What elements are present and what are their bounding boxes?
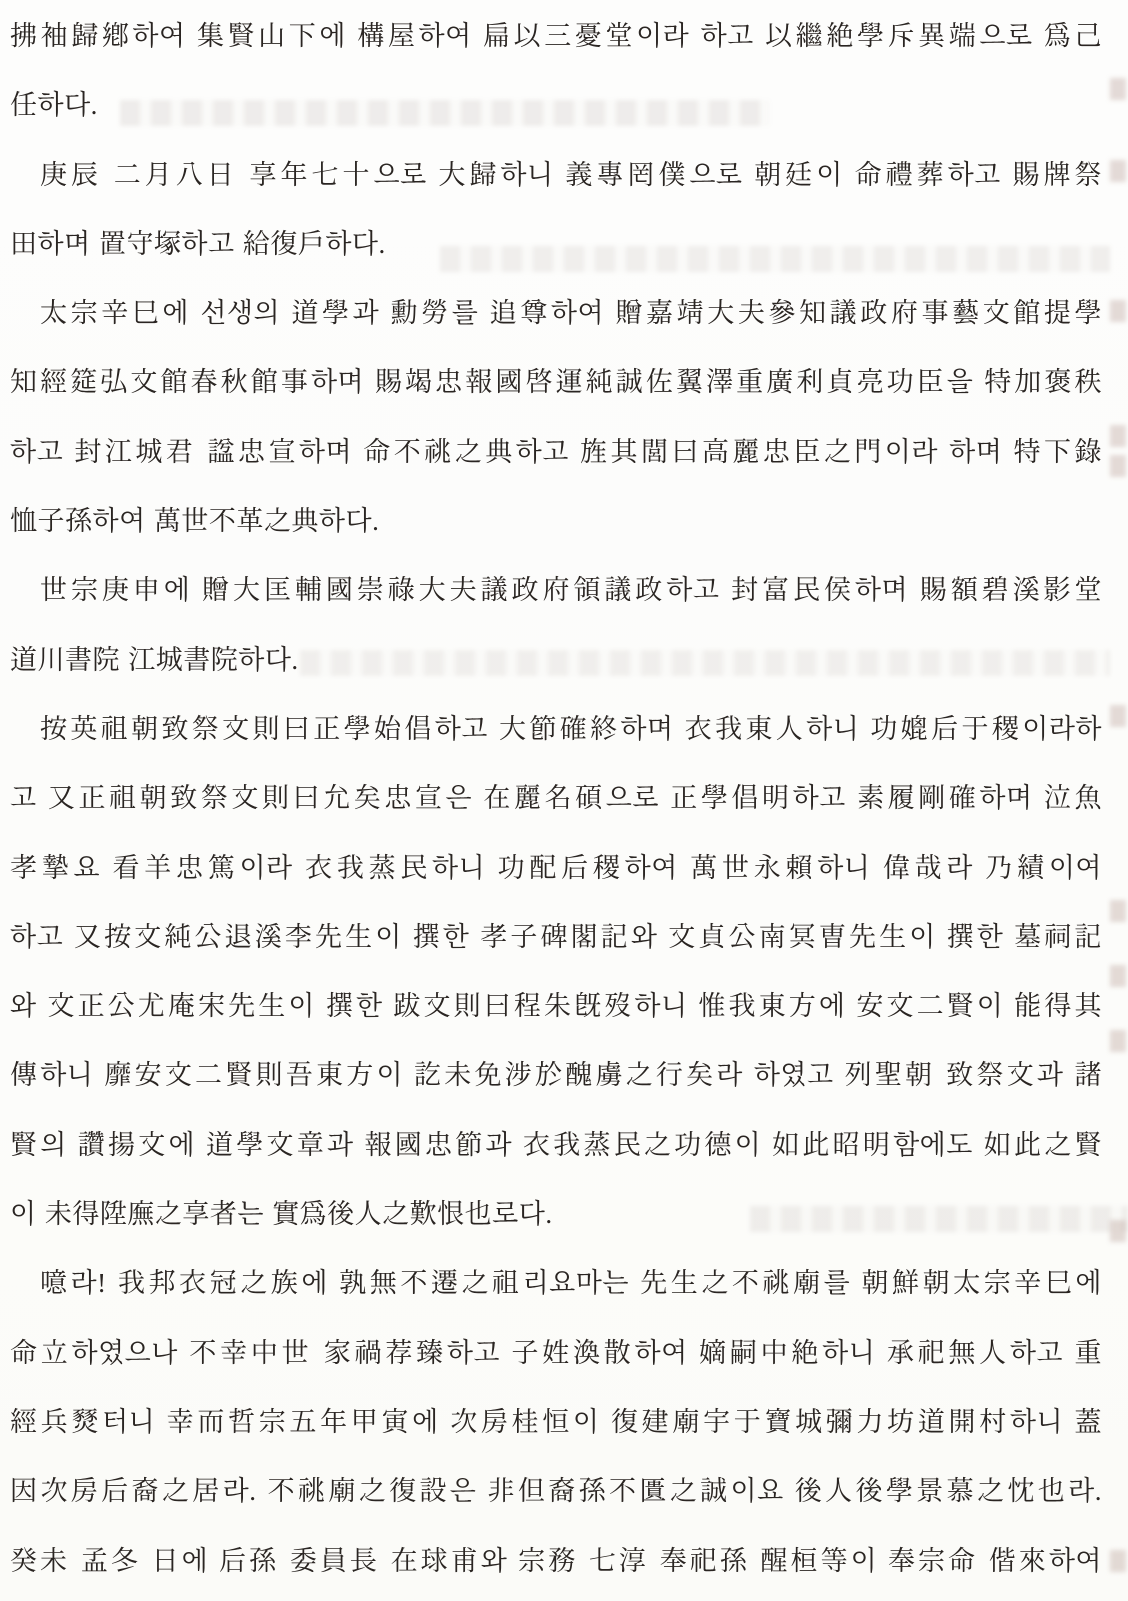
text-line-18: 이 未得陞廡之享者는 實爲後人之歎恨也로다. (10, 1199, 553, 1230)
text-line-22: 因次房后裔之居라. 不祧廟之復設은 非但裔孫不匱之誠이요 後人後學景慕之忱也라. (10, 1476, 1102, 1507)
text-line-6: 知經筵弘文館春秋館事하며 賜竭忠報國啓運純誠佐翼澤重廣利貞亮功臣을 特加褒秩 (10, 367, 1102, 398)
text-line-5: 太宗辛巳에 선생의 道學과 勳勞를 追尊하여 贈嘉靖大夫參知議政府事藝文館提學 (40, 298, 1102, 329)
text-line-19: 噫라! 我邦衣冠之族에 孰無不遷之祖리요마는 先生之不祧廟를 朝鮮朝太宗辛巳에 (40, 1268, 1102, 1299)
text-line-11: 按英祖朝致祭文則曰正學始倡하고 大節確終하며 衣我東人하니 功媲后于稷이라하 (40, 713, 1102, 744)
text-line-16: 傳하니 靡安文二賢則吾東方이 訖未免涉於醜虜之行矣라 하였고 列聖朝 致祭文과 諸 (10, 1060, 1102, 1091)
text-line-13: 孝摯요 看羊忠篤이라 衣我蒸民하니 功配后稷하여 萬世永賴하니 偉哉라 乃績이여 (10, 852, 1102, 883)
text-line-10: 道川書院 江城書院하다. (10, 644, 299, 675)
text-line-7: 하고 封江城君 諡忠宣하며 命不祧之典하고 旌其閭曰高麗忠臣之門이라 하며 特下錄 (10, 436, 1102, 467)
text-line-15: 와 文正公尤庵宋先生이 撰한 跋文則曰程朱旣歿하니 惟我東方에 安文二賢이 能得其 (10, 991, 1102, 1022)
text-line-4: 田하며 置守塚하고 給復戶하다. (10, 228, 386, 259)
text-line-17: 賢의 讚揚文에 道學文章과 報國忠節과 衣我蒸民之功德이 如此昭明함에도 如此之賢 (10, 1129, 1102, 1160)
text-line-21: 經兵燹터니 幸而哲宗五年甲寅에 次房桂恒이 復建廟宇于寶城彌力坊道開村하니 蓋 (10, 1406, 1102, 1437)
text-line-2: 任하다. (10, 90, 98, 121)
text-line-8: 恤子孫하여 萬世不革之典하다. (10, 506, 380, 537)
text-line-3: 庚辰 二月八日 享年七十으로 大歸하니 義專罔僕으로 朝廷이 命禮葬하고 賜牌祭 (40, 159, 1102, 190)
text-block (0, 2, 1128, 1596)
text-line-1: 拂袖歸鄕하여 集賢山下에 構屋하여 扁以三憂堂이라 하고 以繼絶學斥異端으로 爲己 (10, 21, 1102, 51)
text-line-9: 世宗庚申에 贈大匡輔國崇祿大夫議政府領議政하고 封富民侯하며 賜額碧溪影堂 (40, 575, 1102, 606)
text-line-23: 癸未 孟冬 日에 后孫 委員長 在球甫와 宗務 七淳 奉祀孫 醒桓等이 奉宗命 偕來하여 (10, 1545, 1102, 1576)
text-line-20: 命立하였으나 不幸中世 家禍荐臻하고 子姓渙散하여 嫡嗣中絶하니 承祀無人하고 重 (10, 1337, 1102, 1368)
text-line-12: 고 又正祖朝致祭文則曰允矣忠宣은 在麗名碩으로 正學倡明하고 素履剛確하며 泣魚 (10, 783, 1102, 814)
text-line-14: 하고 又按文純公退溪李先生이 撰한 孝子碑閣記와 文貞公南冥曺先生이 撰한 墓祠記 (10, 921, 1102, 952)
